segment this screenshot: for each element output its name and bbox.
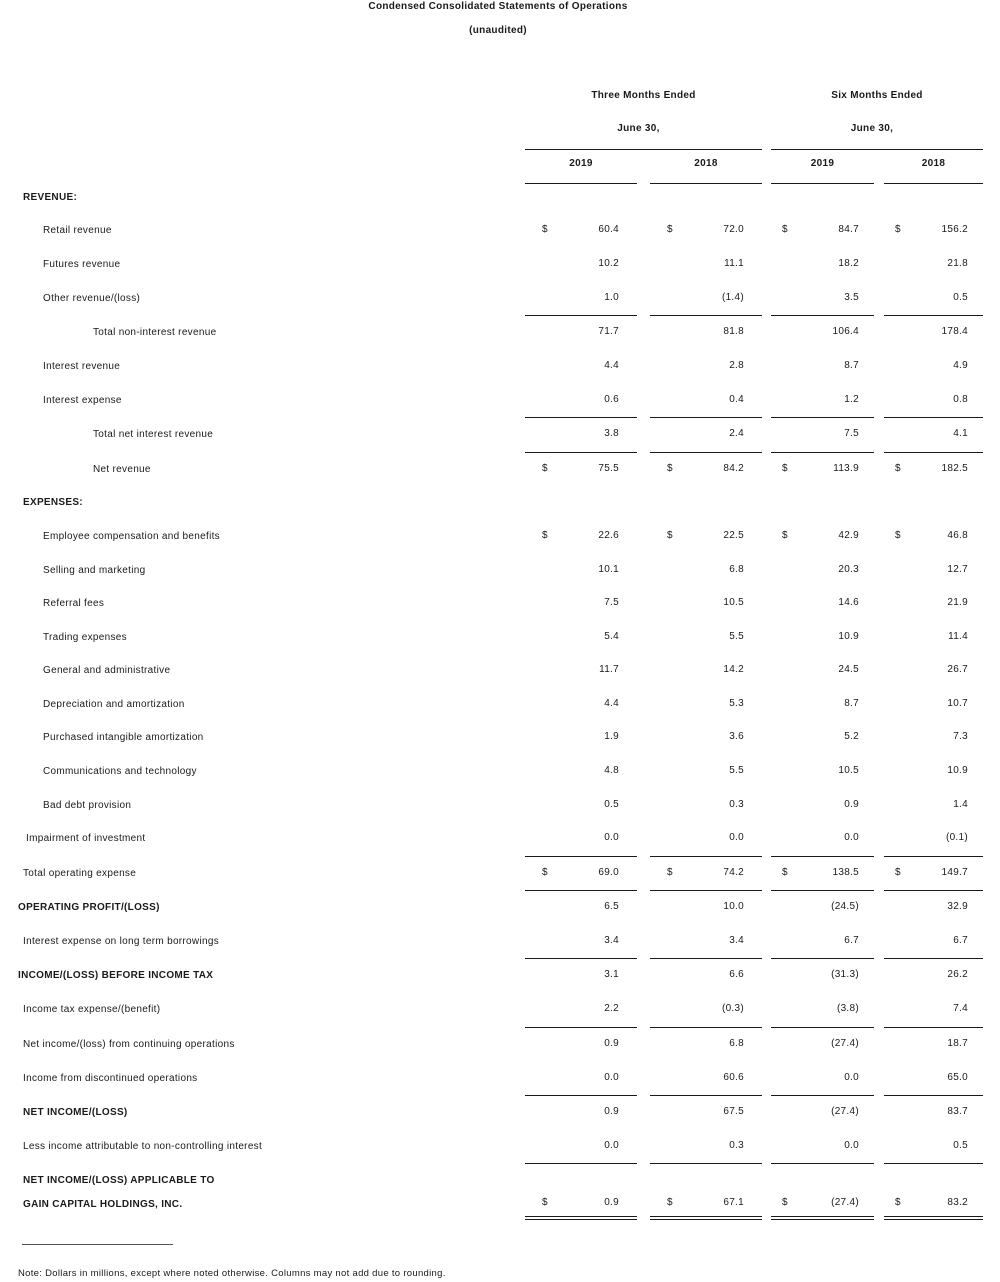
subtotal-rule — [525, 452, 637, 453]
subtotal-rule — [884, 1163, 983, 1164]
value-cell: 6.7 — [953, 935, 968, 946]
subtotal-rule — [771, 1163, 874, 1164]
value-cell: 22.5 — [723, 530, 744, 541]
value-cell: 24.5 — [838, 664, 859, 675]
colhead-six-2018: 2018 — [921, 158, 946, 169]
value-cell: (0.1) — [945, 832, 968, 843]
value-cell: (31.3) — [831, 969, 859, 980]
row-label: Total net interest revenue — [93, 429, 214, 440]
value-cell: 10.5 — [723, 597, 744, 608]
row-label: Total non-interest revenue — [93, 327, 217, 338]
subtotal-rule — [525, 1163, 637, 1164]
row-label: Futures revenue — [43, 259, 121, 270]
value-cell: 74.2 — [723, 867, 744, 878]
subtotal-rule — [771, 890, 874, 891]
row-label: REVENUE: — [23, 192, 78, 203]
footnote-rule — [22, 1244, 173, 1245]
value-cell: 5.3 — [729, 698, 744, 709]
row-label: Impairment of investment — [26, 833, 146, 844]
value-cell: 83.2 — [947, 1197, 968, 1208]
value-cell: 10.5 — [838, 765, 859, 776]
value-cell: 67.5 — [723, 1106, 744, 1117]
header-date-left: June 30, — [617, 123, 660, 134]
value-cell: 2.8 — [729, 360, 744, 371]
value-cell: 4.4 — [604, 698, 619, 709]
value-cell: 18.2 — [838, 258, 859, 269]
value-cell: 60.6 — [723, 1072, 744, 1083]
row-label: NET INCOME/(LOSS) — [23, 1107, 128, 1118]
dollar-sign: $ — [542, 224, 548, 235]
value-cell: (27.4) — [831, 1197, 859, 1208]
subtotal-rule — [771, 417, 874, 418]
subtotal-rule — [771, 1027, 874, 1028]
subtotal-rule — [884, 1095, 983, 1096]
dollar-sign: $ — [895, 867, 901, 878]
subtotal-rule — [650, 1095, 762, 1096]
value-cell: 1.2 — [844, 394, 859, 405]
value-cell: 3.4 — [604, 935, 619, 946]
subtotal-rule — [650, 315, 762, 316]
value-cell: 12.7 — [947, 564, 968, 575]
value-cell: 71.7 — [598, 326, 619, 337]
value-cell: 10.9 — [838, 631, 859, 642]
row-label: NET INCOME/(LOSS) APPLICABLE TO — [23, 1175, 215, 1186]
value-cell: (24.5) — [831, 901, 859, 912]
subtotal-rule — [771, 1095, 874, 1096]
header-six-months: Six Months Ended — [831, 90, 923, 101]
value-cell: 26.2 — [947, 969, 968, 980]
subtotal-rule — [650, 856, 762, 857]
value-cell: 1.0 — [604, 292, 619, 303]
value-cell: 81.8 — [723, 326, 744, 337]
value-cell: 1.4 — [953, 799, 968, 810]
value-cell: 20.3 — [838, 564, 859, 575]
colhead-rule-1 — [525, 183, 637, 184]
value-cell: 3.5 — [844, 292, 859, 303]
value-cell: 14.2 — [723, 664, 744, 675]
value-cell: 46.8 — [947, 530, 968, 541]
value-cell: 113.9 — [833, 463, 859, 474]
row-label: Purchased intangible amortization — [43, 732, 204, 743]
dollar-sign: $ — [542, 1197, 548, 1208]
value-cell: 0.3 — [729, 1140, 744, 1151]
double-underline-rule — [884, 1216, 983, 1217]
value-cell: 0.0 — [604, 1140, 619, 1151]
row-label: Interest revenue — [43, 361, 121, 372]
value-cell: 8.7 — [844, 698, 859, 709]
subtotal-rule — [525, 315, 637, 316]
header-three-months: Three Months Ended — [591, 90, 696, 101]
value-cell: 84.7 — [838, 224, 859, 235]
double-underline-rule — [884, 1219, 983, 1220]
value-cell: 21.8 — [947, 258, 968, 269]
subtotal-rule — [525, 417, 637, 418]
colhead-rule-3 — [771, 183, 874, 184]
row-label: Total operating expense — [23, 868, 137, 879]
value-cell: 0.8 — [953, 394, 968, 405]
colhead-three-2018: 2018 — [694, 158, 718, 169]
colhead-rule-4 — [884, 183, 983, 184]
value-cell: 7.5 — [604, 597, 619, 608]
value-cell: 6.5 — [604, 901, 619, 912]
row-label: Net income/(loss) from continuing operations — [23, 1039, 235, 1050]
row-label: OPERATING PROFIT/(LOSS) — [18, 902, 160, 913]
subtotal-rule — [884, 315, 983, 316]
dollar-sign: $ — [667, 224, 673, 235]
subtotal-rule — [525, 1095, 637, 1096]
value-cell: (27.4) — [831, 1106, 859, 1117]
value-cell: 4.4 — [604, 360, 619, 371]
value-cell: 10.1 — [598, 564, 619, 575]
value-cell: 18.7 — [947, 1038, 968, 1049]
row-label: Depreciation and amortization — [43, 699, 185, 710]
value-cell: 0.0 — [844, 832, 859, 843]
double-underline-rule — [525, 1216, 637, 1217]
dollar-sign: $ — [895, 1197, 901, 1208]
header-date-right: June 30, — [850, 123, 894, 134]
colhead-six-2019: 2019 — [810, 158, 835, 169]
dollar-sign: $ — [542, 530, 548, 541]
row-label: Other revenue/(loss) — [43, 293, 141, 304]
value-cell: 72.0 — [723, 224, 744, 235]
value-cell: 0.0 — [844, 1140, 859, 1151]
subtotal-rule — [525, 856, 637, 857]
value-cell: 11.7 — [599, 664, 619, 675]
value-cell: 178.4 — [941, 326, 968, 337]
value-cell: 5.2 — [844, 731, 859, 742]
row-label: Trading expenses — [43, 632, 127, 643]
value-cell: 5.4 — [604, 631, 619, 642]
value-cell: 0.5 — [953, 292, 968, 303]
subtotal-rule — [884, 1027, 983, 1028]
value-cell: 10.7 — [947, 698, 968, 709]
row-label: Income from discontinued operations — [23, 1073, 198, 1084]
dollar-sign: $ — [542, 867, 548, 878]
value-cell: 10.0 — [723, 901, 744, 912]
dollar-sign: $ — [667, 463, 673, 474]
value-cell: 2.2 — [604, 1003, 619, 1014]
dollar-sign: $ — [782, 1197, 788, 1208]
dollar-sign: $ — [895, 530, 901, 541]
value-cell: 0.9 — [604, 1197, 619, 1208]
value-cell: 2.4 — [729, 428, 744, 439]
value-cell: 67.1 — [723, 1197, 744, 1208]
dollar-sign: $ — [542, 463, 548, 474]
row-label: Bad debt provision — [43, 800, 132, 811]
subtotal-rule — [650, 1027, 762, 1028]
value-cell: 5.5 — [729, 765, 744, 776]
subtotal-rule — [771, 856, 874, 857]
value-cell: 0.9 — [604, 1038, 619, 1049]
value-cell: 3.6 — [729, 731, 744, 742]
row-label: Referral fees — [43, 598, 105, 609]
value-cell: 8.7 — [844, 360, 859, 371]
value-cell: 0.5 — [604, 799, 619, 810]
value-cell: 0.9 — [604, 1106, 619, 1117]
value-cell: 3.8 — [604, 428, 619, 439]
value-cell: 4.9 — [953, 360, 968, 371]
value-cell: 32.9 — [947, 901, 968, 912]
subtotal-rule — [650, 1163, 762, 1164]
value-cell: 149.7 — [941, 867, 968, 878]
statement-title: Condensed Consolidated Statements of Operations — [368, 1, 628, 12]
value-cell: 4.8 — [604, 765, 619, 776]
value-cell: 182.5 — [941, 463, 968, 474]
dollar-sign: $ — [782, 530, 788, 541]
row-label: Retail revenue — [43, 225, 112, 236]
value-cell: 6.6 — [729, 969, 744, 980]
value-cell: (1.4) — [721, 292, 744, 303]
value-cell: 3.1 — [604, 969, 619, 980]
value-cell: 0.0 — [844, 1072, 859, 1083]
header-rule-left — [525, 149, 762, 150]
footnote: Note: Dollars in millions, except where noted otherwise. Columns may not add due to rounding. — [18, 1268, 446, 1279]
dollar-sign: $ — [895, 463, 901, 474]
row-label: EXPENSES: — [23, 497, 83, 508]
subtotal-rule — [884, 958, 983, 959]
value-cell: 84.2 — [723, 463, 744, 474]
row-label: INCOME/(LOSS) BEFORE INCOME TAX — [18, 970, 214, 981]
row-label: Communications and technology — [43, 766, 197, 777]
subtotal-rule — [650, 890, 762, 891]
value-cell: 10.9 — [947, 765, 968, 776]
value-cell: 4.1 — [953, 428, 968, 439]
value-cell: 69.0 — [598, 867, 619, 878]
subtotal-rule — [884, 890, 983, 891]
subtotal-rule — [771, 958, 874, 959]
subtotal-rule — [650, 958, 762, 959]
double-underline-rule — [650, 1216, 762, 1217]
value-cell: (0.3) — [721, 1003, 744, 1014]
value-cell: 6.8 — [729, 564, 744, 575]
value-cell: (27.4) — [831, 1038, 859, 1049]
double-underline-rule — [525, 1219, 637, 1220]
value-cell: 0.3 — [729, 799, 744, 810]
value-cell: 0.0 — [729, 832, 744, 843]
row-label-continued: GAIN CAPITAL HOLDINGS, INC. — [23, 1199, 183, 1210]
value-cell: 106.4 — [832, 326, 859, 337]
value-cell: 21.9 — [947, 597, 968, 608]
value-cell: 0.6 — [604, 394, 619, 405]
value-cell: 65.0 — [947, 1072, 968, 1083]
dollar-sign: $ — [782, 463, 788, 474]
value-cell: 10.2 — [598, 258, 619, 269]
dollar-sign: $ — [782, 867, 788, 878]
statement-subtitle: (unaudited) — [469, 25, 527, 36]
colhead-three-2019: 2019 — [569, 158, 593, 169]
value-cell: 1.9 — [604, 731, 619, 742]
subtotal-rule — [884, 452, 983, 453]
value-cell: 7.4 — [953, 1003, 968, 1014]
subtotal-rule — [650, 417, 762, 418]
row-label: Net revenue — [93, 464, 151, 475]
subtotal-rule — [884, 856, 983, 857]
dollar-sign: $ — [782, 224, 788, 235]
dollar-sign: $ — [667, 867, 673, 878]
subtotal-rule — [771, 452, 874, 453]
value-cell: 0.0 — [604, 832, 619, 843]
value-cell: 6.8 — [729, 1038, 744, 1049]
subtotal-rule — [884, 417, 983, 418]
colhead-rule-2 — [650, 183, 762, 184]
value-cell: 11.1 — [724, 258, 744, 269]
row-label: Income tax expense/(benefit) — [23, 1004, 161, 1015]
value-cell: 42.9 — [838, 530, 859, 541]
row-label: General and administrative — [43, 665, 171, 676]
value-cell: 6.7 — [844, 935, 859, 946]
value-cell: 0.4 — [729, 394, 744, 405]
row-label: Interest expense — [43, 395, 122, 406]
value-cell: 138.5 — [832, 867, 859, 878]
subtotal-rule — [525, 1027, 637, 1028]
subtotal-rule — [771, 315, 874, 316]
double-underline-rule — [771, 1219, 874, 1220]
dollar-sign: $ — [667, 1197, 673, 1208]
row-label: Employee compensation and benefits — [43, 531, 220, 542]
value-cell: 75.5 — [598, 463, 619, 474]
value-cell: 26.7 — [947, 664, 968, 675]
value-cell: 14.6 — [838, 597, 859, 608]
value-cell: 60.4 — [598, 224, 619, 235]
value-cell: 3.4 — [729, 935, 744, 946]
header-rule-right — [771, 149, 983, 150]
value-cell: 7.5 — [844, 428, 859, 439]
row-label: Interest expense on long term borrowings — [23, 936, 219, 947]
dollar-sign: $ — [895, 224, 901, 235]
subtotal-rule — [650, 452, 762, 453]
value-cell: 5.5 — [729, 631, 744, 642]
dollar-sign: $ — [667, 530, 673, 541]
row-label: Less income attributable to non-controlling interest — [23, 1141, 263, 1152]
value-cell: 83.7 — [947, 1106, 968, 1117]
value-cell: 0.5 — [953, 1140, 968, 1151]
value-cell: 0.0 — [604, 1072, 619, 1083]
value-cell: 11.4 — [948, 631, 968, 642]
value-cell: 22.6 — [598, 530, 619, 541]
value-cell: (3.8) — [836, 1003, 859, 1014]
subtotal-rule — [525, 958, 637, 959]
value-cell: 156.2 — [941, 224, 968, 235]
double-underline-rule — [771, 1216, 874, 1217]
value-cell: 0.9 — [844, 799, 859, 810]
subtotal-rule — [525, 890, 637, 891]
value-cell: 7.3 — [953, 731, 968, 742]
row-label: Selling and marketing — [43, 565, 146, 576]
double-underline-rule — [650, 1219, 762, 1220]
